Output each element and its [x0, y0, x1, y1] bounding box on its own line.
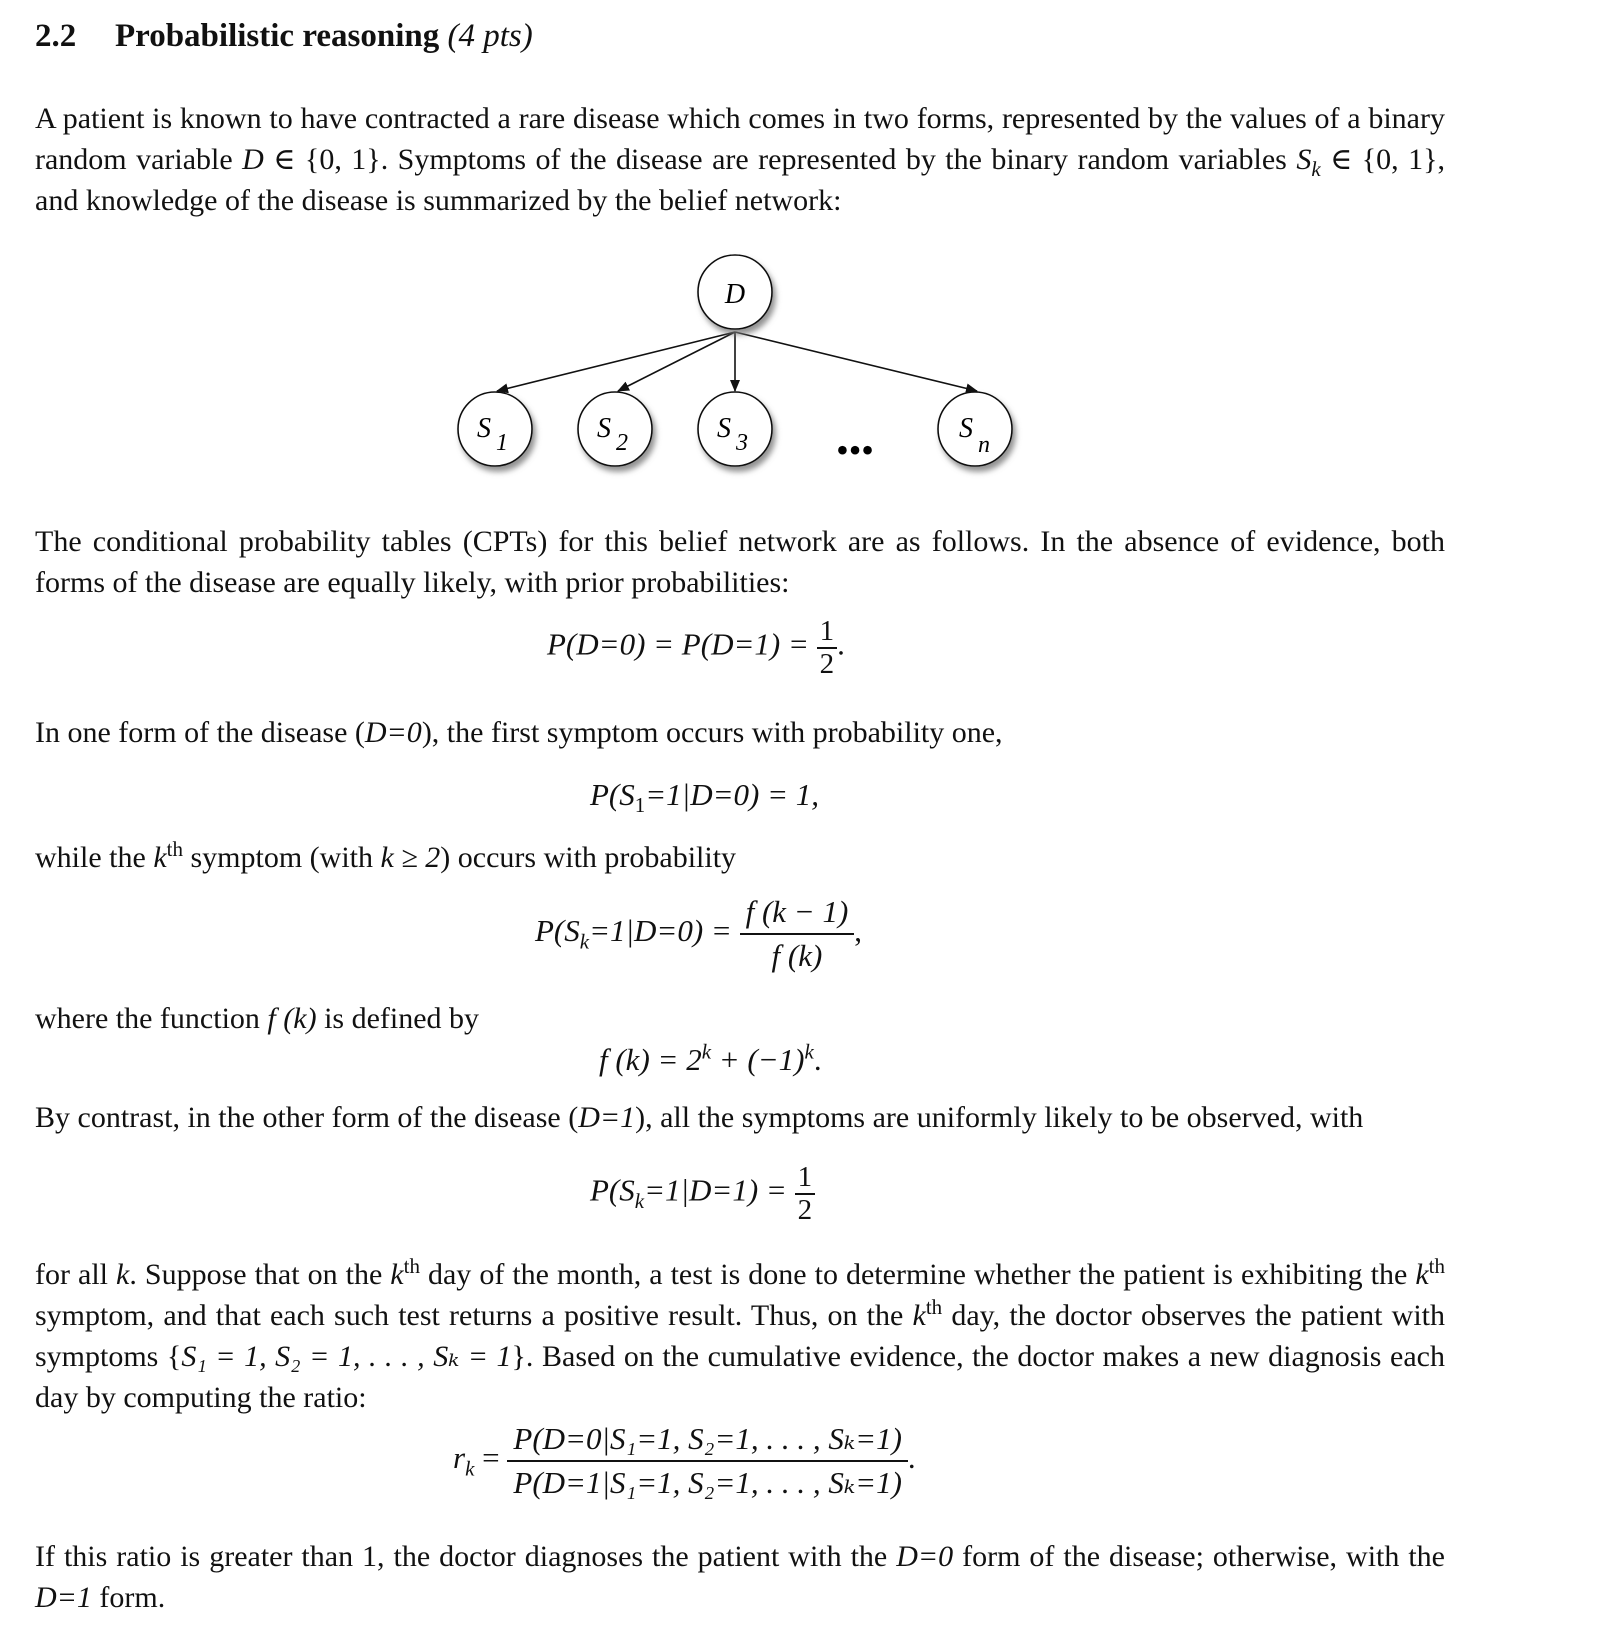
edge-d-s1 [497, 332, 735, 391]
eq-sk0-num: f (k − 1) [740, 893, 855, 935]
test-text-5: day, the doctor observes the patient with symptoms { [35, 1299, 1445, 1373]
node-sn [938, 392, 1012, 466]
conclusion-text-3: form. [91, 1581, 166, 1614]
conclusion-d0: D=0 [896, 1540, 954, 1573]
eq-sk-given-d0 [535, 893, 862, 975]
eq-sk0-a: P(S [535, 913, 580, 949]
eq-sk1-sub: k [634, 1188, 645, 1213]
eq-ratio-end: . [907, 1440, 916, 1476]
node-s3-label: S [717, 413, 731, 444]
var-s: S [1296, 143, 1312, 176]
node-s1-label: S [477, 413, 491, 444]
form0-paragraph [35, 712, 1445, 753]
intro-text-2: . Symptoms of the disease are represented by the binary random variables [380, 143, 1297, 176]
form1-cond: D=1 [578, 1101, 636, 1134]
conclusion-d1: D=1 [35, 1581, 92, 1614]
eq-s1 [590, 775, 820, 818]
test-k1: k [116, 1258, 130, 1291]
eq-f-definition [599, 1040, 822, 1080]
cpt-intro-paragraph: The conditional probability tables (CPTs) for this belief network are as follows. In the absence of evidence, both forms of the disease are equally likely, with prior probabilities: [35, 525, 1445, 599]
kth-k: k [153, 841, 167, 874]
test-text-1: for all [35, 1258, 117, 1291]
eq-s1-b: =1|D=0) = 1, [645, 777, 820, 812]
edge-d-sn [735, 332, 977, 391]
kth-sup: th [166, 837, 183, 861]
eq-sk1-den: 2 [797, 1194, 813, 1226]
node-s2-sub: 2 [616, 430, 628, 456]
edge-d-s2 [618, 332, 735, 391]
conclusion-paragraph [35, 1536, 1445, 1618]
set-01: ∈ {0, 1} [263, 143, 381, 176]
eq-sk0-sub: k [579, 929, 590, 954]
intro-text-1: A patient is known to have contracted a rare disease which comes in two forms, represented by the values of a binary random variable [35, 102, 1445, 176]
f-definition-paragraph [35, 998, 1445, 1039]
var-s-sub: k [1311, 157, 1321, 181]
fdef-text-2: is defined by [316, 1002, 480, 1035]
test-text-4: symptom, and that each such test returns a positive result. Thus, on the [35, 1299, 913, 1332]
node-sn-label: S [959, 413, 973, 444]
eq-f-sup2: k [804, 1039, 814, 1064]
fdef-f: f (k) [267, 1002, 317, 1035]
test-text-6: }. Based on the cumulative evidence, the doctor makes a new diagnosis each day by computing the ratio: [35, 1340, 1445, 1414]
eq-f-end: . [813, 1042, 822, 1077]
test-sup3: th [925, 1295, 943, 1319]
eq-ratio [453, 1420, 916, 1502]
kth-text-3: ) occurs with probability [440, 841, 737, 874]
var-d: D [242, 143, 264, 176]
eq-ratio-num: P(D=0|S₁=1, S₂=1, . . . , Sₖ=1) [507, 1420, 908, 1462]
form0-text-2: ), the first symptom occurs with probability one, [421, 716, 1003, 749]
eq-s1-sub: 1 [634, 793, 646, 818]
test-sup1: th [403, 1254, 420, 1278]
test-observations: S₁ = 1, S₂ = 1, . . . , Sₖ = 1 [181, 1340, 512, 1373]
eq-sk0-fraction [740, 893, 855, 975]
form0-text-1: In one form of the disease ( [35, 716, 365, 749]
conclusion-text-2: form of the disease; otherwise, with the [953, 1540, 1445, 1573]
node-d-label: D [724, 279, 746, 310]
eq-ratio-equals: = [474, 1440, 508, 1476]
eq-ratio-lhs: r [453, 1440, 466, 1476]
test-k3: k [1415, 1258, 1429, 1291]
node-s3 [698, 392, 772, 466]
section-number: 2.2 [35, 18, 77, 54]
eq-f-sup1: k [701, 1039, 712, 1064]
form1-text-2: ), all the symptoms are uniformly likely to be observed, with [635, 1101, 1364, 1134]
eq-prior-end: . [837, 626, 845, 662]
kth-text-1: while the [35, 841, 154, 874]
node-s1-sub: 1 [496, 430, 508, 456]
eq-prior-num: 1 [817, 616, 838, 649]
eq-sk1-fraction [795, 1162, 816, 1225]
eq-prior-lhs: P(D=0) = P(D=1) = [547, 626, 817, 662]
test-text-3: day of the month, a test is done to determine whether the patient is exhibiting the [419, 1258, 1416, 1291]
eq-sk0-den: f (k) [771, 938, 823, 973]
form0-cond: D=0 [364, 716, 422, 749]
node-d [698, 255, 772, 329]
node-s2-label: S [597, 413, 611, 444]
section-points: (4 pts) [447, 18, 533, 54]
node-s1 [458, 392, 532, 466]
kth-text-2: symptom (with [182, 841, 381, 874]
eq-s1-a: P(S [590, 777, 635, 812]
eq-ratio-lhs-sub: k [465, 1456, 475, 1481]
eq-sk1-b: =1|D=1) = [644, 1172, 795, 1208]
kth-paragraph [35, 837, 1445, 878]
eq-sk1-a: P(S [590, 1172, 635, 1208]
eq-f-a: f (k) = 2 [599, 1042, 702, 1077]
eq-f-b: + (−1) [711, 1042, 805, 1077]
eq-prior-den: 2 [819, 648, 835, 680]
set-01-b: ∈ {0, 1} [1320, 143, 1438, 176]
form1-paragraph [35, 1097, 1445, 1138]
form1-text-1: By contrast, in the other form of the disease ( [35, 1101, 579, 1134]
test-k4: k [912, 1299, 926, 1332]
fdef-text-1: where the function [35, 1002, 268, 1035]
eq-sk0-b: =1|D=0) = [589, 913, 740, 949]
node-sn-sub: n [978, 432, 990, 458]
node-s3-sub: 3 [736, 430, 748, 456]
eq-prior-fraction [817, 616, 838, 679]
eq-sk0-end: , [854, 913, 863, 949]
eq-ratio-den: P(D=1|S₁=1, S₂=1, . . . , Sₖ=1) [513, 1465, 902, 1500]
eq-sk-given-d1 [590, 1162, 815, 1225]
test-text-2: . Suppose that on the [129, 1258, 391, 1291]
kth-cond: k ≥ 2 [380, 841, 441, 874]
intro-text-3: , and knowledge of the disease is summarized by the belief network: [35, 143, 1445, 217]
node-s2 [578, 392, 652, 466]
eq-sk1-num: 1 [795, 1162, 816, 1195]
eq-prior [547, 616, 845, 679]
test-paragraph [35, 1254, 1445, 1418]
test-sup2: th [1428, 1254, 1445, 1278]
eq-ratio-fraction [507, 1420, 908, 1502]
test-k2: k [390, 1258, 404, 1291]
conclusion-text-1: If this ratio is greater than 1, the doctor diagnoses the patient with the [35, 1540, 897, 1573]
nodes-ellipsis: ••• [836, 430, 874, 470]
section-title: Probabilistic reasoning [115, 18, 440, 54]
